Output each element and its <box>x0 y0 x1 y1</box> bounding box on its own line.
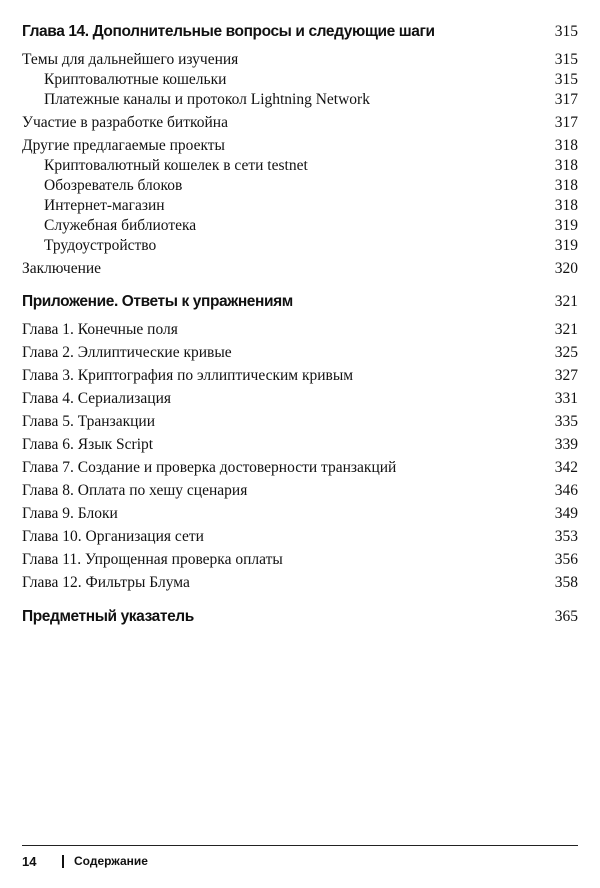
toc-entry-page: 318 <box>554 137 578 154</box>
toc-subsection <box>44 156 578 176</box>
toc-entry-title: Платежные каналы и протокол Lightning Network <box>44 91 370 108</box>
toc-section <box>22 527 578 547</box>
toc-entry-page: 365 <box>554 608 578 625</box>
toc-entry-page: 318 <box>554 197 578 214</box>
toc-entry-page: 315 <box>554 23 578 40</box>
toc-section <box>22 50 578 70</box>
toc-section <box>22 458 578 478</box>
toc-entry-page: 319 <box>554 217 578 234</box>
toc-entry-page: 335 <box>554 413 578 430</box>
toc-subsection <box>44 196 578 216</box>
toc-entry-title: Криптовалютный кошелек в сети testnet <box>44 157 308 174</box>
toc-chapter-14 <box>22 22 578 42</box>
toc-entry-title: Глава 4. Сериализация <box>22 390 171 407</box>
toc-entry-page: 317 <box>554 114 578 131</box>
toc-entry-title: Глава 2. Эллиптические кривые <box>22 344 232 361</box>
toc-entry-title: Глава 8. Оплата по хешу сценария <box>22 482 248 499</box>
toc-entry-page: 346 <box>554 482 578 499</box>
toc-entry-title: Криптовалютные кошельки <box>44 71 227 88</box>
footer-section-title: Содержание <box>74 854 148 868</box>
footer-page-number: 14 <box>22 853 37 869</box>
toc-section <box>22 259 578 279</box>
toc-appendix <box>22 292 578 312</box>
toc-section <box>22 435 578 455</box>
toc-subsection <box>44 216 578 236</box>
toc-entry-page: 331 <box>554 390 578 407</box>
toc-entry-page: 318 <box>554 157 578 174</box>
toc-entry-page: 315 <box>554 71 578 88</box>
toc-entry-page: 321 <box>554 321 578 338</box>
toc-entry-title: Интернет-магазин <box>44 197 165 214</box>
toc-entry-page: 319 <box>554 237 578 254</box>
toc-entry-title: Глава 11. Упрощенная проверка оплаты <box>22 551 283 568</box>
page-footer <box>22 852 148 870</box>
toc-section <box>22 343 578 363</box>
toc-entry-title: Предметный указатель <box>22 608 194 625</box>
toc-entry-page: 358 <box>554 574 578 591</box>
toc-section <box>22 412 578 432</box>
toc-entry-title: Приложение. Ответы к упражнениям <box>22 293 293 310</box>
toc-entry-title: Служебная библиотека <box>44 217 197 234</box>
toc-subsection <box>44 90 578 110</box>
toc-section <box>22 504 578 524</box>
toc-entry-title: Глава 5. Транзакции <box>22 413 155 430</box>
toc-entry-title: Обозреватель блоков <box>44 177 183 194</box>
toc-entry-page: 320 <box>554 260 578 277</box>
toc-section <box>22 550 578 570</box>
toc-entry-title: Глава 12. Фильтры Блума <box>22 574 190 591</box>
toc-entry-title: Глава 14. Дополнительные вопросы и следующие шаги <box>22 23 435 40</box>
toc-section <box>22 389 578 409</box>
toc-entry-page: 318 <box>554 177 578 194</box>
toc-entry-page: 317 <box>554 91 578 108</box>
toc-entry-page: 342 <box>554 459 578 476</box>
toc-entry-title: Другие предлагаемые проекты <box>22 137 225 154</box>
toc-entry-title: Участие в разработке биткойна <box>22 114 228 131</box>
toc-entry-page: 315 <box>554 51 578 68</box>
toc-index <box>22 607 578 627</box>
toc-entry-title: Глава 9. Блоки <box>22 505 118 522</box>
toc-section <box>22 573 578 593</box>
toc-entry-page: 349 <box>554 505 578 522</box>
toc-section <box>22 113 578 133</box>
toc-section <box>22 481 578 501</box>
toc-entry-title: Заключение <box>22 260 102 277</box>
footer-divider <box>22 845 578 846</box>
toc-section <box>22 320 578 340</box>
toc-entry-title: Глава 6. Язык Script <box>22 436 154 453</box>
toc-entry-title: Глава 1. Конечные поля <box>22 321 178 338</box>
toc-entry-page: 325 <box>554 344 578 361</box>
toc-section <box>22 136 578 156</box>
toc-entry-title: Трудоустройство <box>44 237 157 254</box>
toc-entry-page: 327 <box>554 367 578 384</box>
toc-subsection <box>44 236 578 256</box>
toc-subsection <box>44 70 578 90</box>
toc-subsection <box>44 176 578 196</box>
toc-entry-title: Глава 10. Организация сети <box>22 528 204 545</box>
toc-entry-title: Глава 3. Криптография по эллиптическим кривым <box>22 367 354 384</box>
toc-section <box>22 366 578 386</box>
toc-entry-page: 356 <box>554 551 578 568</box>
toc-entry-title: Глава 7. Создание и проверка достоверности транзакций <box>22 459 397 476</box>
footer-separator <box>62 855 64 868</box>
toc-entry-page: 321 <box>554 293 578 310</box>
toc-entry-page: 353 <box>554 528 578 545</box>
toc-entry-page: 339 <box>554 436 578 453</box>
toc-entry-title: Темы для дальнейшего изучения <box>22 51 239 68</box>
